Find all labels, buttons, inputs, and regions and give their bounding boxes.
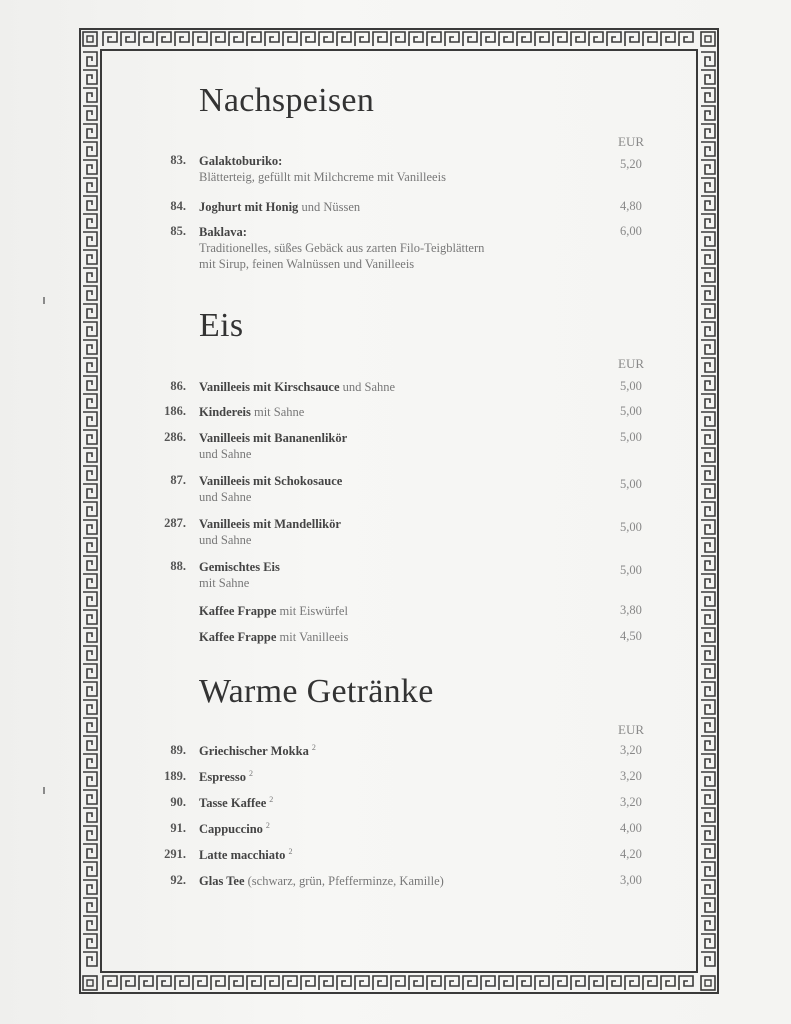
item-name: Glas Tee: [199, 874, 245, 888]
item-description: [199, 795, 273, 811]
footnote-marker: 2: [288, 847, 293, 856]
item-name: Kaffee Frappe: [199, 630, 277, 644]
item-description: [199, 629, 348, 645]
item-description: [199, 743, 316, 759]
item-detail-line: Traditionelles, süßes Gebäck aus zarten Filo-Teigblättern: [199, 241, 485, 255]
item-detail: mit Sahne: [250, 405, 305, 419]
item-number: 83.: [170, 153, 186, 167]
item-name: Griechischer Mokka: [199, 744, 309, 758]
item-name: Kindereis: [199, 405, 251, 419]
item-price: 6,00: [620, 224, 642, 238]
item-price: 3,20: [620, 795, 642, 809]
item-description: [199, 821, 270, 837]
item-number: 88.: [170, 559, 186, 573]
item-description: [199, 379, 395, 395]
item-detail-line: mit Sirup, feinen Walnüssen und Vanilleeis: [199, 257, 415, 271]
item-price: 5,00: [620, 477, 642, 491]
item-number: 85.: [170, 224, 186, 238]
item-detail-line: mit Sahne: [199, 576, 250, 590]
currency-label: EUR: [618, 134, 644, 149]
item-price: 5,00: [620, 404, 642, 418]
item-description: [199, 603, 348, 619]
item-price: 5,00: [620, 430, 642, 444]
currency-label: EUR: [618, 722, 644, 737]
item-description: [199, 516, 341, 548]
footnote-marker: 2: [265, 821, 270, 830]
footnote-marker: 2: [269, 795, 274, 804]
item-number: 87.: [170, 473, 186, 487]
item-price: 3,20: [620, 769, 642, 783]
item-description: [199, 224, 484, 272]
item-price: 3,80: [620, 603, 642, 617]
item-detail: (schwarz, grün, Pfefferminze, Kamille): [244, 874, 444, 888]
item-detail: und Nüssen: [298, 200, 361, 214]
item-number: 91.: [170, 821, 186, 835]
item-name: Galaktoburiko:: [199, 154, 283, 168]
item-number: 291.: [164, 847, 186, 861]
item-name: Vanilleeis mit Schokosauce: [199, 474, 343, 488]
item-detail: mit Eiswürfel: [276, 604, 348, 618]
item-name: Baklava:: [199, 225, 247, 239]
item-description: [199, 769, 253, 785]
item-name: Cappuccino: [199, 822, 263, 836]
item-name: Gemischtes Eis: [199, 560, 280, 574]
item-price: 5,20: [620, 157, 642, 171]
item-name: Tasse Kaffee: [199, 796, 267, 810]
item-price: 3,00: [620, 873, 642, 887]
item-detail-line: und Sahne: [199, 490, 252, 504]
item-name: Vanilleeis mit Mandellikör: [199, 517, 341, 531]
item-name: Vanilleeis mit Bananenlikör: [199, 431, 348, 445]
item-name: Vanilleeis mit Kirschsauce: [199, 380, 340, 394]
item-number: 287.: [164, 516, 186, 530]
item-detail-line: Blätterteig, gefüllt mit Milchcreme mit Vanilleeis: [199, 170, 446, 184]
item-price: 4,00: [620, 821, 642, 835]
item-price: 4,80: [620, 199, 642, 213]
item-description: [199, 153, 446, 185]
item-number: 92.: [170, 873, 186, 887]
currency-label: EUR: [618, 356, 644, 371]
item-price: 5,00: [620, 563, 642, 577]
footnote-marker: 2: [311, 743, 316, 752]
item-number: 186.: [164, 404, 186, 418]
section-title: Nachspeisen: [199, 82, 375, 119]
section-title: Warme Getränke: [199, 673, 434, 710]
item-name: Latte macchiato: [199, 848, 286, 862]
item-description: [199, 199, 360, 215]
footnote-marker: 2: [249, 769, 254, 778]
item-description: [199, 430, 347, 462]
item-name: Joghurt mit Honig: [199, 200, 299, 214]
item-description: [199, 473, 342, 505]
item-detail-line: und Sahne: [199, 447, 252, 461]
item-name: Espresso: [199, 770, 247, 784]
item-description: [199, 559, 280, 591]
item-number: 84.: [170, 199, 186, 213]
item-price: 5,00: [620, 379, 642, 393]
item-number: 89.: [170, 743, 186, 757]
item-number: 189.: [164, 769, 186, 783]
item-number: 286.: [164, 430, 186, 444]
item-detail: und Sahne: [339, 380, 396, 394]
item-price: 3,20: [620, 743, 642, 757]
item-description: [199, 404, 304, 420]
item-description: [199, 873, 444, 889]
item-detail: mit Vanilleeis: [276, 630, 349, 644]
item-name: Kaffee Frappe: [199, 604, 277, 618]
item-detail-line: und Sahne: [199, 533, 252, 547]
item-price: 4,20: [620, 847, 642, 861]
item-price: 4,50: [620, 629, 642, 643]
item-number: 86.: [170, 379, 186, 393]
item-price: 5,00: [620, 520, 642, 534]
section-title: Eis: [199, 307, 244, 344]
item-description: [199, 847, 292, 863]
item-number: 90.: [170, 795, 186, 809]
